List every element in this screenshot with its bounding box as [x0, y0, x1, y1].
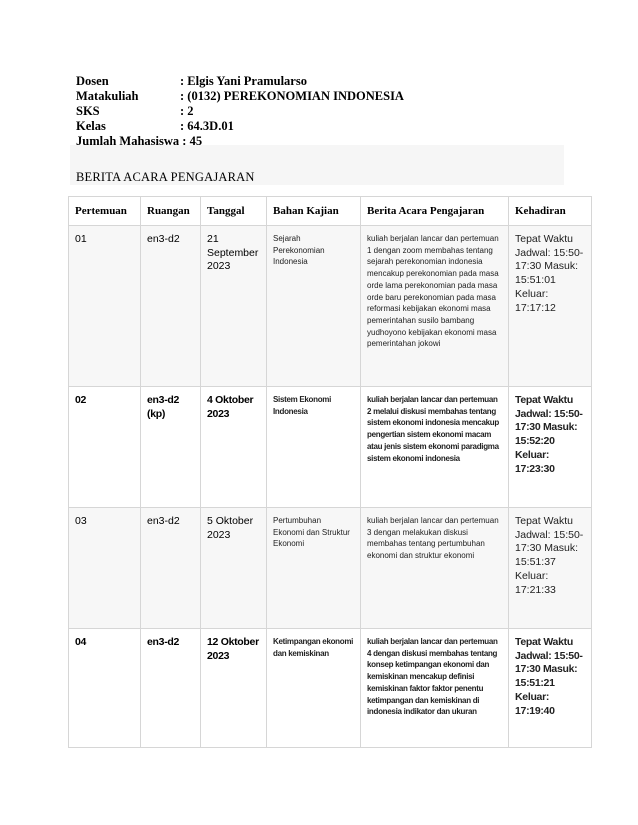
cell-tanggal: 21 September 2023 [201, 226, 267, 387]
cell-bahan-kajian: Ketimpangan ekonomi dan kemiskinan [267, 629, 361, 748]
cell-berita-acara: kuliah berjalan lancar dan pertemuan 4 dengan diskusi membahas tentang konsep ketimpangan ekonomi dan kemiskinan mencakup definisi kemiskinan faktor faktor penentu ketimpangan dan kemiskinan di indonesia indikator dan ukuran [361, 629, 509, 748]
header-pertemuan: Pertemuan [69, 197, 141, 226]
kelas-value: : 64.3D.01 [180, 119, 234, 133]
cell-kehadiran: Tepat Waktu Jadwal: 15:50-17:30 Masuk: 15:51:01 Keluar: 17:17:12 [509, 226, 592, 387]
kelas-row [76, 119, 404, 134]
cell-ruangan: en3-d2 [141, 226, 201, 387]
header-tanggal: Tanggal [201, 197, 267, 226]
cell-tanggal: 4 Oktober 2023 [201, 387, 267, 508]
kelas-label: Kelas [76, 119, 106, 133]
course-info [76, 74, 404, 149]
section-title: BERITA ACARA PENGAJARAN [76, 170, 255, 184]
header-kehadiran: Kehadiran [509, 197, 592, 226]
cell-bahan-kajian: Sistem Ekonomi Indonesia [267, 387, 361, 508]
cell-ruangan: en3-d2 [141, 508, 201, 629]
cell-kehadiran: Tepat Waktu Jadwal: 15:50-17:30 Masuk: 15:52:20 Keluar: 17:23:30 [509, 387, 592, 508]
cell-pertemuan: 02 [69, 387, 141, 508]
sks-value: : 2 [180, 104, 194, 118]
dosen-value: : Elgis Yani Pramularso [180, 74, 307, 88]
cell-ruangan: en3-d2 (kp) [141, 387, 201, 508]
dosen-label: Dosen [76, 74, 109, 88]
matakuliah-value: : (0132) PEREKONOMIAN INDONESIA [180, 89, 404, 103]
table-row [69, 387, 592, 508]
sks-label: SKS [76, 104, 100, 118]
header-berita-acara: Berita Acara Pengajaran [361, 197, 509, 226]
cell-tanggal: 5 Oktober 2023 [201, 508, 267, 629]
cell-bahan-kajian: Pertumbuhan Ekonomi dan Struktur Ekonomi [267, 508, 361, 629]
cell-kehadiran: Tepat Waktu Jadwal: 15:50-17:30 Masuk: 15:51:21 Keluar: 17:19:40 [509, 629, 592, 748]
header-bahan-kajian: Bahan Kajian [267, 197, 361, 226]
cell-berita-acara: kuliah berjalan lancar dan pertemuan 2 melalui diskusi membahas tentang sistem ekonomi indonesia mencakup pengertian sistem ekonomi macam atau jenis sistem ekonomi paradigma sistem ekonomi indonesia [361, 387, 509, 508]
header-ruangan: Ruangan [141, 197, 201, 226]
matakuliah-row [76, 89, 404, 104]
cell-ruangan: en3-d2 [141, 629, 201, 748]
jumlah-row [76, 134, 404, 149]
cell-berita-acara: kuliah berjalan lancar dan pertemuan 3 dengan melakukan diskusi membahas tentang pertumbuhan ekonomi dan struktur ekonomi [361, 508, 509, 629]
attendance-table [68, 196, 592, 748]
table-row [69, 629, 592, 748]
table-row [69, 508, 592, 629]
cell-tanggal: 12 Oktober 2023 [201, 629, 267, 748]
cell-berita-acara: kuliah berjalan lancar dan pertemuan 1 dengan zoom membahas tentang sejarah perekonomian indonesia mencakup perekonomian pada masa orde lama perekonomian pada masa orde baru perekonomian pada masa reformasi kebijakan ekonomi masa pemerintahan susilo bambang yudhoyono kebijakan ekonomi masa pemerintahan jokowi [361, 226, 509, 387]
cell-kehadiran: Tepat Waktu Jadwal: 15:50-17:30 Masuk: 15:51:37 Keluar: 17:21:33 [509, 508, 592, 629]
cell-pertemuan: 01 [69, 226, 141, 387]
matakuliah-label: Matakuliah [76, 89, 139, 103]
cell-bahan-kajian: Sejarah Perekonomian Indonesia [267, 226, 361, 387]
sks-row [76, 104, 404, 119]
cell-pertemuan: 03 [69, 508, 141, 629]
jumlah-label: Jumlah Mahasiswa [76, 134, 180, 148]
cell-pertemuan: 04 [69, 629, 141, 748]
jumlah-value: : 45 [182, 134, 203, 148]
table-row [69, 226, 592, 387]
table-header-row [69, 197, 592, 226]
dosen-row [76, 74, 404, 89]
